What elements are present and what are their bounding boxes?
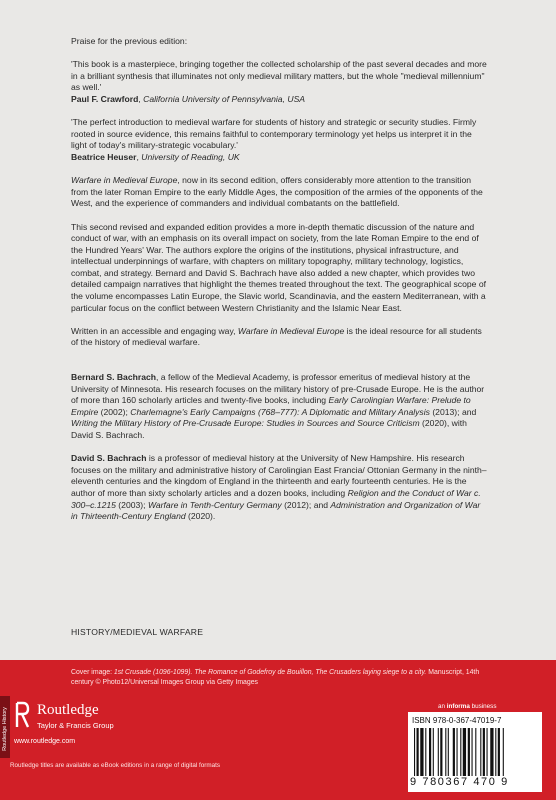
- series-tab-label: Routledge History: [2, 707, 8, 751]
- barcode-icon: [412, 728, 538, 776]
- description-paragraph-2: This second revised and expanded edition provides a more in-depth thematic discussion of the nature and conduct of war, with an emphasis on its overall impact on society, from the late Roman Empire to the end of the Hundred Years' War. The authors explore the origins of the institutions, physical infrastructure, and intellectual underpinnings of warfare, with chapters on military topography, military technology, logistics, combat, and strategy. Bernard and David S. Bachrach have also added a new chapter, which provides two detailed campaign narratives that highlight the themes treated throughout the text. The geographical scope of the volume encompasses Latin Europe, the Slavic world, Scandinavia, and the eastern Mediterranean, with a particular focus on the conflict between Western Christianity and the Islamic Near East.: [71, 221, 486, 313]
- credit-title: 1st Crusade (1096-1099). The Romance of Godefroy de Bouillon, The Crusaders laying siege to a city.: [113, 669, 427, 676]
- text: an: [438, 703, 447, 710]
- book-title: Writing the Military History of Pre-Crusade Europe: Studies in Sources and Source Criticism: [71, 418, 420, 429]
- text: (2020), with David S. Bachrach.: [71, 418, 467, 440]
- book-title: Religion and the Conduct of War c. 300–c.1215: [71, 487, 481, 510]
- quote-heuser: 'The perfect introduction to medieval warfare for students of history and strategic or security studies. Firmly rooted in source evidence, this remains faithful to contemporary terminology yet helps us interpret it in the light of today's military-strategic vocabulary.': [71, 117, 477, 151]
- text: (2020).: [185, 511, 216, 522]
- quote-crawford: 'This book is a masterpiece, bringing together the collected scholarship of the past several decades and more in a brilliant synthesis that illuminates not only medieval military matters, but the whole "medieval millennium" as well.': [71, 59, 487, 93]
- barcode-number: 9 780367 470 9: [410, 776, 509, 788]
- text: (2012); and: [281, 499, 331, 510]
- text: (2003);: [115, 499, 148, 510]
- bio-david: [71, 453, 489, 523]
- bio-name: David S. Bachrach: [71, 453, 147, 464]
- subject-category: HISTORY/MEDIEVAL WARFARE: [71, 627, 204, 637]
- cover-copy: [71, 36, 489, 523]
- text: is the ideal resource for all students of the history of medieval warfare.: [71, 325, 482, 348]
- text: , now in its second edition, offers considerably more attention to the transition from the later Roman Empire to the early Middle Ages, the composition of the armies of the opponents of the West, and the experience of commanders and individual combatants on the battlefield.: [71, 175, 483, 209]
- praise-heading: Praise for the previous edition:: [71, 36, 188, 46]
- bio-name: Bernard S. Bachrach: [71, 372, 157, 383]
- quote-heuser-attribution: Beatrice Heuser, University of Reading, UK: [71, 151, 240, 162]
- book-title: Warfare in Medieval Europe: [71, 175, 178, 186]
- text: Cover image:: [71, 669, 114, 676]
- quote-crawford-attribution: Paul F. Crawford, California University of Pennsylvania, USA: [71, 93, 306, 104]
- informa-wordmark: informa: [446, 703, 470, 710]
- description-paragraph-1: [71, 175, 489, 210]
- text: Manuscript, 14th century © Photo12/Universal Images Group via Getty Images: [71, 669, 480, 686]
- author-name: Beatrice Heuser: [71, 151, 137, 162]
- text: , a fellow of the Medieval Academy, is professor emeritus of medieval history at the University of Minnesota. His research focuses on the military history of pre-Crusade Europe. He is the author of more than 160 scholarly articles and twenty-five books, including: [71, 372, 485, 406]
- text: Written in an accessible and engaging way,: [71, 325, 238, 336]
- book-title: Warfare in Tenth-Century Germany: [147, 499, 282, 510]
- text: (2013); and: [429, 406, 477, 417]
- text: business: [469, 703, 497, 710]
- book-title: Warfare in Medieval Europe: [237, 325, 345, 336]
- author-name: Paul F. Crawford: [71, 93, 139, 104]
- barcode-panel: [408, 712, 542, 792]
- author-affiliation: California University of Pennsylvania, USA: [143, 93, 306, 104]
- publisher-url[interactable]: www.routledge.com: [14, 738, 76, 745]
- book-title: Charlemagne's Early Campaigns (768–777): A Diplomatic and Military Analysis: [130, 406, 430, 417]
- author-affiliation: University of Reading, UK: [141, 151, 240, 162]
- text: is a professor of medieval history at the University of New Hampshire. His research focuses on the military and administrative history of Carolingian East Francia/ Ottonian Germany in the ninth–eleventh centuries and the kingdom of England in the thirteenth and early fourteenth centuries. He is the author of more than sixty scholarly articles and a dozen books, including: [71, 453, 487, 498]
- informa-business-label: [438, 703, 496, 710]
- routledge-logo-icon: [14, 701, 30, 729]
- publisher-group: Taylor & Francis Group: [37, 721, 114, 730]
- cover-image-credit: [71, 668, 501, 687]
- ebook-notice: Routledge titles are available as eBook editions in a range of digital formats: [10, 762, 221, 769]
- book-title: Administration and Organization of War in Thirteenth-Century England: [71, 499, 481, 522]
- series-tab: [0, 696, 10, 758]
- publisher-band: [0, 660, 556, 800]
- text: (2002);: [98, 406, 131, 417]
- isbn: ISBN 978-0-367-47019-7: [412, 716, 502, 725]
- publisher-name: Routledge: [37, 702, 99, 718]
- description-paragraph-3: [71, 326, 489, 349]
- bio-bernard: [71, 372, 489, 442]
- book-title: Early Carolingian Warfare: Prelude to Empire: [71, 395, 471, 417]
